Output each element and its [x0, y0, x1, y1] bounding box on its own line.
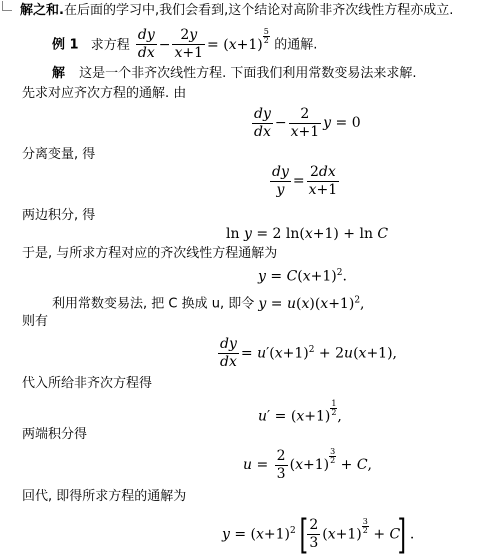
equation-general-solution: $y = (x+1)^2$[ $\frac{2}{3}$ (x+1) $\frac{3}{2}$ + C] . [222, 511, 415, 558]
equation-u: u = $\frac{2}{3}$ (x+1) $\frac{3}{2}$ + C, [243, 447, 372, 482]
equation-homogeneous: $\frac{dy}{dx}$ − $\frac{2}{x+1}$ y = 0 [254, 105, 361, 140]
step-therefore: 于是, 与所求方程对应的齐次线性方程通解为 [22, 246, 278, 261]
equation-log: ln y = 2 ln(x+1) + ln C [226, 226, 389, 242]
solution-line-1 [52, 66, 417, 82]
step-variation-line [52, 292, 365, 313]
solution-label: 解 [52, 66, 66, 81]
equation-homogeneous-solution: $y = C(x+1)^2$. [258, 268, 347, 285]
solution-line-2: 先求对应齐次方程的通解. 由 [22, 86, 187, 101]
intro-text: 在后面的学习中,我们会看到,这个结论对高阶非齐次线性方程亦成立. [63, 3, 454, 18]
example-equation: $\frac{dy}{dx}$ − $\frac{2y}{x+1}$ = (x+1) $\frac{5}{2}$ [137, 26, 269, 61]
solution-text-1: 这是一个非齐次线性方程. 下面我们利用常数变易法来求解. [79, 66, 417, 81]
example-suffix: 的通解. [274, 37, 318, 53]
intro-lead: 解之和. [20, 3, 64, 18]
step-then: 则有 [22, 314, 49, 329]
step-integrate: 两边积分, 得 [22, 208, 96, 223]
step-substitute: 代入所给非齐次方程得 [22, 376, 153, 391]
example-label: 例 1 [52, 37, 79, 53]
step-integrate-both: 两端积分得 [22, 427, 88, 442]
corner-mark [2, 1, 12, 11]
step-back-sub: 回代, 即得所求方程的通解为 [22, 489, 187, 504]
equation-u-prime: u′ = (x+1) $\frac{1}{2}$ , [258, 399, 342, 425]
example-line [52, 27, 317, 62]
equation-ansatz: $y = u(x)(x+1)^2$, [258, 295, 365, 312]
step-variation: 利用常数变易法, 把 C 换成 u, 即令 [52, 296, 255, 312]
example-prefix: 求方程 [90, 37, 130, 53]
intro-line [20, 3, 453, 19]
equation-separated: $\frac{dy}{y}$ = $\frac{2dx}{x+1}$ [272, 163, 338, 198]
step-separate: 分离变量, 得 [22, 147, 96, 162]
equation-derivative: $\frac{dy}{dx}$ = $u'(x+1)^2 + 2u(x+1)$, [220, 336, 397, 371]
